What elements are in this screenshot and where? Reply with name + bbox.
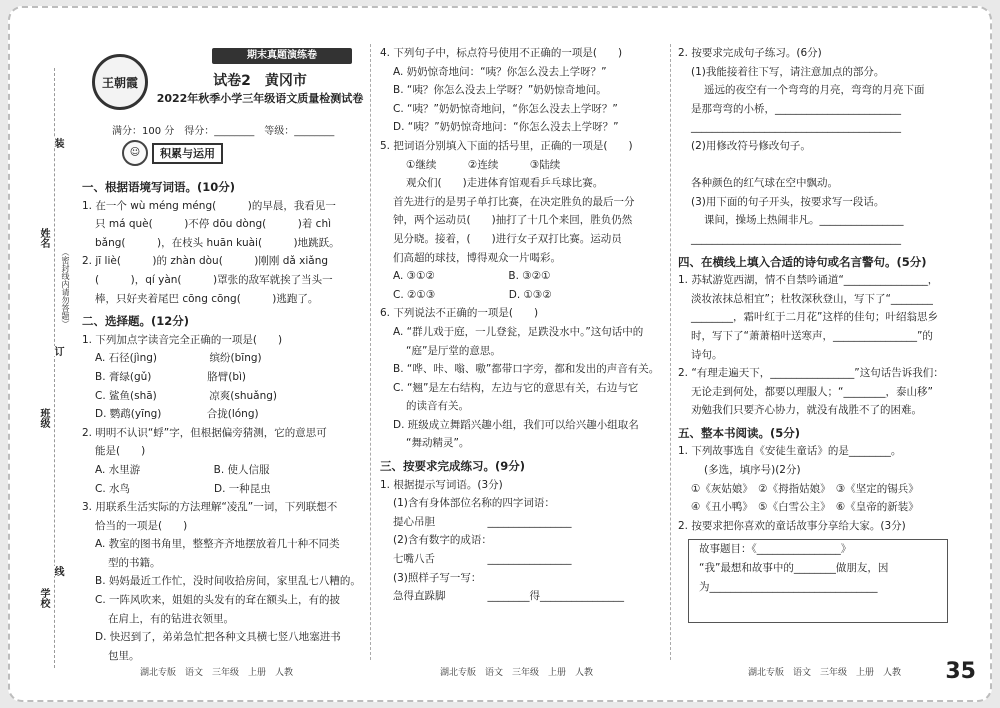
seal-note: （密封线内请勿答题） — [61, 248, 70, 328]
question-line: 淡妆浓抹总相宜”；杜牧深秋登山，写下了“________ — [691, 292, 933, 305]
question-line: 见分晓。接着，( )进行女子双打比赛。运动员 — [393, 232, 622, 245]
question-line: 观众们( )走进体育馆观看乒乓球比赛。 — [406, 177, 604, 190]
seal-char-zhuang: 装 — [52, 138, 63, 148]
question-line: D. “咦？”奶奶惊奇地问：“你怎么没去上学呀？” — [393, 121, 619, 134]
question-line: 2. jī liè( )的 zhàn dòu( )刚刚 dǎ xiǎng — [82, 255, 329, 268]
question-line: 们高超的球技，博得观众一片喝彩。 — [393, 251, 561, 264]
question-line: A. 奶奶惊奇地问：“咦？你怎么没去上学呀？” — [393, 65, 607, 78]
footer-left: 湖北专版 语文 三年级 上册 人教 — [140, 668, 294, 678]
question-line: 七嘴八舌 ________________ — [393, 553, 572, 566]
question-line: A. 水里游 B. 使人信服 — [95, 463, 270, 476]
seal-char-ding: 订 — [52, 346, 63, 356]
question-line: (2)用修改符号修改句子。 — [691, 139, 811, 152]
school-label: 学校 — [38, 588, 49, 608]
column-divider — [370, 44, 371, 660]
question-line: 只 má què( )不停 dōu dòng( )着 chì — [95, 218, 332, 231]
exam-subtitle: 2022年秋季小学三年级语文质量检测试卷 — [156, 92, 364, 105]
question-line — [678, 156, 948, 175]
question-line: 能是( ) — [95, 445, 146, 458]
question-line: 包里。 — [108, 649, 140, 662]
banner: 期末真题演练卷 — [212, 48, 352, 64]
question-line: ①《灰姑娘》 ②《拇指姑娘》 ③《坚定的锡兵》 — [691, 482, 919, 495]
question-line: A. 教室的图书角里，整整齐齐地摆放着几十种不同类 — [95, 538, 340, 551]
question-line: C. 一阵风吹来，姐姐的头发有的耷在额头上，有的披 — [95, 594, 341, 607]
question-line: 恰当的一项是( ) — [95, 519, 188, 532]
column-1 — [82, 174, 361, 665]
question-line: “庭”是厅堂的意思。 — [406, 344, 501, 357]
question-line: (1)我能接着往下写，请注意加点的部分。 — [691, 65, 885, 78]
question-line: ④《丑小鸭》 ⑤《白雪公主》 ⑥《皇帝的新装》 — [691, 501, 919, 514]
question-line: D. 快迟到了，弟弟急忙把各种文具横七竖八地塞进书 — [95, 631, 341, 644]
question-line: 急得直跺脚 ________得________________ — [393, 590, 624, 603]
question-line: 棒，只好夹着尾巴 cōng cōng( )逃跑了。 — [95, 292, 319, 305]
question-line: 1. 根据提示写词语。(3分) — [380, 478, 503, 491]
logo-seal: 王朝霞 — [92, 54, 148, 110]
question-line: 1. 下列加点字读音完全正确的一项是( ) — [82, 333, 283, 346]
question-line: 首先进行的是男子单打比赛，在决定胜负的最后一分 — [393, 195, 635, 208]
column-divider — [670, 44, 671, 660]
score-line: 满分：100 分 得分：________ 等级：________ — [112, 126, 335, 137]
question-line: B. 妈妈最近工作忙，没时间收拾房间，家里乱七八糟的。 — [95, 575, 361, 588]
question-line: C. ②①③ D. ①③② — [393, 288, 552, 301]
question-line: B. “哗、咔、嗡、嗷”都带口字旁，都和发出的声音有关。 — [393, 363, 660, 376]
question-line: 无论走到何处，都要以理服人；“________，泰山移” — [691, 385, 933, 398]
mascot-icon: ☺ — [122, 140, 148, 166]
section-heading: 二、选择题。(12分) — [82, 314, 190, 329]
exam-page — [8, 6, 992, 702]
question-line: ________，霜叶红于二月花”这样的佳句；叶绍翁思乡 — [691, 311, 938, 324]
question-line: 型的书籍。 — [108, 556, 161, 569]
question-line: 在肩上，有的钻进衣领里。 — [108, 612, 234, 625]
question-line: D. 班级成立舞蹈兴趣小组，我们可以给兴趣小组取名 — [393, 418, 639, 431]
question-line: 钟，两个运动员( )抽打了十几个来回，胜负仍然 — [393, 214, 633, 227]
section-heading: 四、在横线上填入合适的诗句或名言警句。(5分) — [678, 254, 927, 269]
question-line: C. “翘”是左右结构，左边与它的意思有关，右边与它 — [393, 381, 639, 394]
seal-line-area — [22, 68, 70, 668]
column-2 — [380, 44, 659, 606]
question-line: 劝勉我们只要齐心协力，就没有战胜不了的困难。 — [691, 404, 922, 417]
question-line: 课间，操场上热闹非凡。________________ — [704, 214, 904, 227]
question-line: ( )，qí yàn( )罩张的敌军就挨了当头一 — [95, 273, 333, 286]
question-line: 诗句。 — [691, 348, 723, 361]
question-line: C. 水鸟 D. 一种昆虫 — [95, 482, 271, 495]
question-line: 1. 下列故事选自《安徒生童话》的是________。 — [678, 445, 902, 458]
question-line: 6. 下列说法不正确的一项是( ) — [380, 307, 539, 320]
footer-middle: 湖北专版 语文 三年级 上册 人教 — [440, 668, 594, 678]
name-label: 姓名 — [38, 228, 49, 248]
question-line: 4. 下列句子中，标点符号使用不正确的一项是( ) — [380, 47, 623, 59]
question-line: 2. 按要求完成句子练习。(6分) — [678, 47, 822, 59]
question-line: B. 膏绿(gǔ) 胳臂(bì) — [95, 370, 247, 383]
story-box-line: 故事题目：《________________》 — [699, 543, 852, 556]
section-heading: 三、按要求完成练习。(9分) — [380, 459, 526, 474]
question-line: “舞动精灵”。 — [406, 437, 470, 450]
question-line: ________________________________________ — [691, 232, 901, 245]
class-label: 班级 — [38, 408, 49, 428]
question-line: 5. 把词语分别填入下面的括号里，正确的一项是( ) — [380, 139, 633, 152]
question-line: A. ③①② B. ③②① — [393, 270, 551, 283]
question-line: C. 鲨鱼(shā) 凉爽(shuǎng) — [95, 389, 277, 402]
footer-right: 湖北专版 语文 三年级 上册 人教 — [748, 668, 902, 678]
question-line: 1. 在一个 wù méng méng( )的早晨，我看见一 — [82, 199, 336, 212]
question-line: 是那弯弯的小桥，________________________ — [691, 102, 901, 115]
question-line: 1. 苏轼游览西湖，情不自禁吟诵道“________________， — [678, 274, 939, 287]
story-answer-box — [688, 539, 948, 623]
section-heading: 一、根据语境写词语。(10分) — [82, 180, 236, 194]
question-line: (3)照样子写一写： — [393, 571, 482, 584]
story-box-line: 为________________________________ — [699, 580, 878, 593]
question-line: 各种颜色的红气球在空中飘动。 — [691, 177, 838, 190]
question-line: (3)用下面的句子开头，按要求写一段话。 — [691, 195, 885, 208]
question-line: 2. 明明不认识“蜉”字，但根据偏旁猜测，它的意思可 — [82, 426, 327, 439]
question-line: 3. 用联系生活实际的方法理解“凌乱”一词，下列联想不 — [82, 501, 338, 514]
question-line: ①继续 ②连续 ③陆续 — [406, 158, 561, 171]
seal-line — [54, 68, 55, 668]
question-line: B. “咦？你怎么没去上学呀？”奶奶惊奇地问。 — [393, 84, 607, 97]
question-line: ________________________________________ — [691, 121, 901, 134]
question-line: (1)含有身体部位名称的四字词语： — [393, 497, 555, 510]
question-line: 2. “有理走遍天下，________________”这句话告诉我们： — [678, 367, 944, 380]
story-box-line: “我”最想和故事中的________做朋友，因 — [699, 562, 889, 575]
question-line: A. 石径(jìng) 缤纷(bīng) — [95, 352, 262, 365]
question-line: 的读音有关。 — [406, 400, 469, 413]
column-3 — [678, 44, 948, 623]
section-tag — [122, 140, 272, 166]
question-line: (2)含有数字的成语： — [393, 534, 492, 547]
section-heading: 五、整本书阅读。(5分) — [678, 425, 801, 440]
question-line: bǎng( )，在枝头 huān kuài( )地跳跃。 — [95, 236, 340, 249]
question-line: 2. 按要求把你喜欢的童话故事分享给大家。(3分) — [678, 519, 906, 532]
seal-char-xian: 线 — [52, 566, 63, 576]
exam-title: 试卷2 黄冈市 — [213, 73, 307, 89]
question-line: 时，写下了“萧萧梧叶送寒声，________________”的 — [691, 329, 933, 342]
section-tag-label: 积累与运用 — [152, 143, 223, 164]
question-line: (多选，填序号)(2分) — [704, 464, 801, 477]
question-line: C. “咦？”奶奶惊奇地问，“你怎么没去上学呀？” — [393, 102, 618, 115]
question-line: 提心吊胆 ________________ — [393, 515, 572, 528]
question-line: 遥远的夜空有一个弯弯的月亮，弯弯的月亮下面 — [704, 84, 925, 97]
page-number: 35 — [945, 659, 976, 684]
question-line: D. 鹦鹉(yīng) 合拢(lóng) — [95, 408, 259, 421]
question-line: A. “群儿戏于庭，一儿登瓮，足跌没水中。”这句话中的 — [393, 325, 644, 338]
